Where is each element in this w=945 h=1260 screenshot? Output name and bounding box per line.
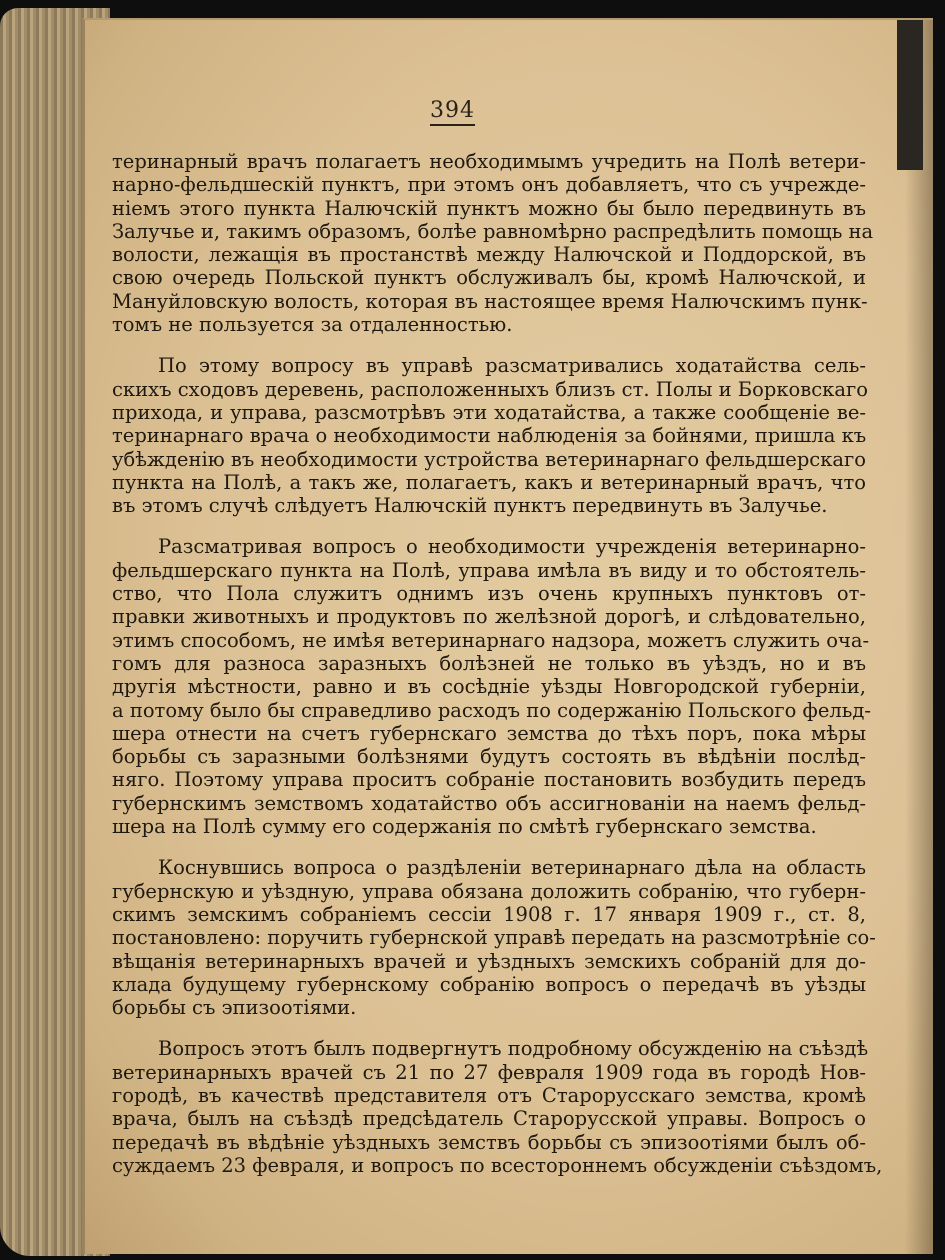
text-line: фельдшерскаго пункта на Полѣ, управа имѣла въ виду и то обстоятель-: [112, 558, 866, 582]
text-line: въ этомъ случѣ слѣдуетъ Налючскій пунктъ передвинуть въ Залучье.: [112, 494, 828, 518]
text-line: правки животныхъ и продуктовъ по желѣзной дорогѣ, и слѣдовательно,: [112, 605, 866, 629]
paragraph: [112, 150, 874, 337]
text-line: Разсматривая вопросъ о необходимости учрежденія ветеринарно-: [158, 535, 866, 559]
text-line: губернскую и уѣздную, управа обязана доложить собранію, что губерн-: [112, 879, 866, 903]
text-line: свою очередь Польской пунктъ обслуживалъ бы, кромѣ Налючской, и: [112, 266, 866, 290]
text-line: ветеринарныхъ врачей съ 21 по 27 февраля 1909 года въ городѣ Нов-: [112, 1060, 866, 1084]
text-line: Мануйловскую волость, которая въ настоящее время Налючскимъ пунк-: [112, 289, 868, 313]
body-text: [112, 150, 883, 1195]
text-line: суждаемъ 23 февраля, и вопросъ по всестороннемъ обсужденіи съѣздомъ,: [112, 1153, 883, 1177]
text-line: Вопросъ этотъ былъ подвергнутъ подробному обсужденію на съѣздѣ: [158, 1037, 869, 1061]
text-line: прихода, и управа, разсмотрѣвъ эти ходатайства, а также сообщеніе ве-: [112, 400, 866, 424]
text-line: этимъ способомъ, не имѣя ветеринарнаго надзора, можетъ служить оча-: [112, 628, 870, 652]
text-line: ство, что Пола служитъ однимъ изъ очень крупныхъ пунктовъ от-: [112, 582, 866, 606]
text-line: вѣщанія ветеринарныхъ врачей и уѣздныхъ земскихъ собраній для до-: [112, 949, 866, 973]
text-line: гомъ для разноса заразныхъ болѣзней не только въ уѣздъ, но и въ: [112, 651, 866, 675]
text-line: волости, лежащія въ простанствѣ между Налючской и Поддорской, въ: [112, 243, 866, 267]
text-line: передачѣ въ вѣдѣніе уѣздныхъ земствъ борьбы съ эпизоотіями былъ об-: [112, 1130, 866, 1154]
paragraph: [112, 535, 871, 839]
text-line: По этому вопросу въ управѣ разсматривались ходатайства сель-: [158, 354, 866, 378]
text-line: губернскимъ земствомъ ходатайство объ ассигнованіи на наемъ фельд-: [112, 791, 866, 815]
text-line: скихъ сходовъ деревень, расположенныхъ близъ ст. Полы и Борковскаго: [112, 377, 868, 401]
text-line: постановлено: поручить губернской управѣ передать на разсмотрѣніе со-: [112, 926, 876, 950]
text-line: пункта на Полѣ, а такъ же, полагаетъ, какъ и ветеринарный врачъ, что: [112, 470, 866, 494]
text-line: скимъ земскимъ собраніемъ сессіи 1908 г. 17 января 1909 г., ст. 8,: [112, 902, 866, 926]
text-line: томъ не пользуется за отдаленностью.: [112, 313, 513, 337]
text-line: убѣжденію въ необходимости устройства ветеринарнаго фельдшерскаго: [112, 447, 866, 471]
text-line: няго. Поэтому управа проситъ собраніе постановить возбудить передъ: [112, 768, 866, 792]
page-number: 394: [430, 98, 475, 126]
text-line: а потому было бы справедливо расходъ по содержанію Польского фельд-: [112, 698, 871, 722]
text-line: другія мѣстности, равно и въ сосѣдніе уѣзды Новгородской губерніи,: [112, 675, 866, 699]
spine-shadow: [905, 20, 933, 1254]
text-line: Коснувшись вопроса о раздѣленіи ветеринарнаго дѣла на область: [158, 856, 866, 880]
text-line: клада будущему губернскому собранію вопросъ о передачѣ въ уѣзды: [112, 972, 866, 996]
paragraph: [112, 856, 876, 1020]
text-line: шера на Полѣ сумму его содержанія по смѣтѣ губернскаго земства.: [112, 815, 817, 839]
text-line: нарно-фельдшеcкій пунктъ, при этомъ онъ добавляетъ, что съ учрежде-: [112, 173, 866, 197]
text-line: шера отнести на счетъ губернскаго земства до тѣхъ поръ, пока мѣры: [112, 721, 866, 745]
text-line: городѣ, въ качествѣ представителя отъ Старорусскаго земства, кромѣ: [112, 1083, 866, 1107]
paragraph: [112, 1037, 883, 1177]
text-line: врача, былъ на съѣздѣ предсѣдатель Старорусской управы. Вопросъ о: [112, 1107, 866, 1131]
text-line: теринарный врачъ полагаетъ необходимымъ учредить на Полѣ ветери-: [112, 150, 866, 173]
paragraph: [112, 354, 866, 517]
text-line: теринарнаго врача о необходимости наблюденія за бойнями, пришла къ: [112, 424, 867, 448]
text-line: борьбы съ заразными болѣзнями будутъ состоять въ вѣдѣніи послѣд-: [112, 745, 866, 769]
text-line: Залучье и, такимъ образомъ, болѣе равномѣрно распредѣлить помощь на: [112, 219, 874, 243]
text-line: ніемъ этого пункта Налючскій пунктъ можно бы было передвинуть въ: [112, 196, 866, 220]
binding-tape: [897, 20, 923, 170]
text-line: борьбы съ эпизоотіями.: [112, 996, 357, 1020]
